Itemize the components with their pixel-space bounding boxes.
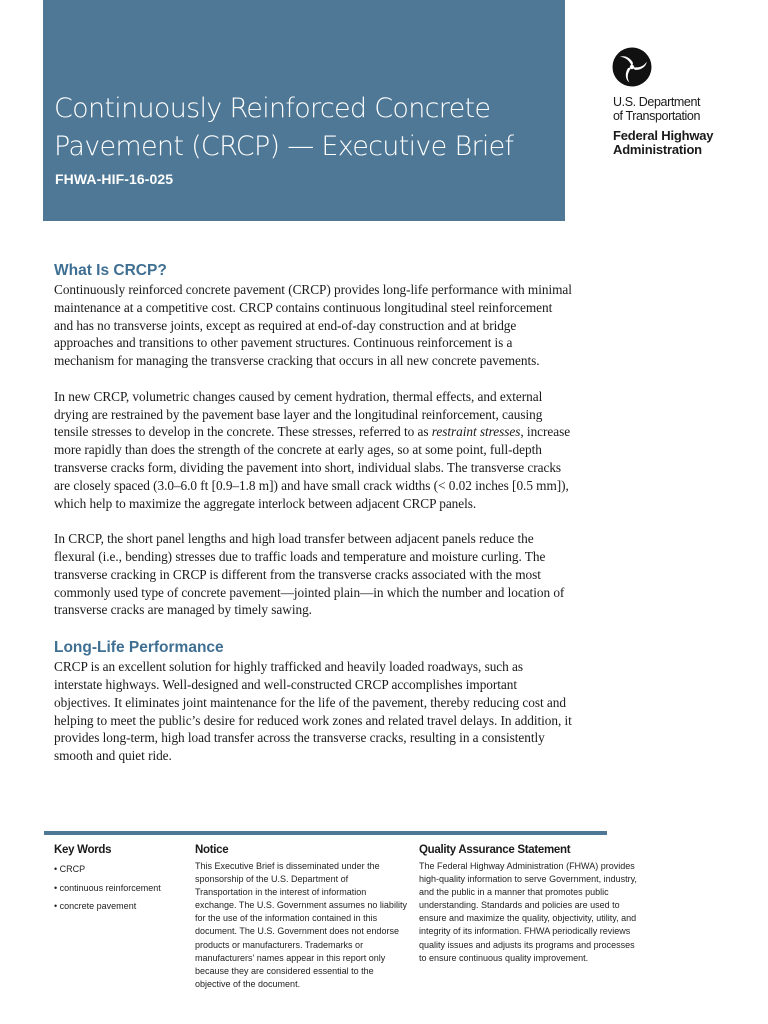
department-line-2: of Transportation <box>613 109 701 123</box>
department-name <box>613 95 763 123</box>
paragraph-crcp-intro: Continuously reinforced concrete pavement (CRCP) provides long-life performance with minimal maintenance at a competitive cost. CRCP contains continuous longitudinal steel reinforcement and has no transverse joints, except as required at end-of-day construction and at bridge approaches and transitions to other pavement structures. Continuous reinforcement is a mechanism for managing the transverse cracking that occurs in all new concrete pavements. <box>54 282 572 369</box>
title-line-1: Continuously Reinforced Concrete <box>54 93 491 124</box>
quality-assurance-text: The Federal Highway Administration (FHWA) provides high-quality information to serve Government, industry, and the public in a manner that promotes public understanding. Standards and policies are used to ensure and maximize the quality, objectivity, utility, and integrity of its information. FHWA periodically reviews quality issues and adjusts its programs and processes to ensure continuous quality improvement. <box>419 861 637 963</box>
page-title <box>54 90 559 166</box>
dot-triskelion-icon <box>612 47 652 87</box>
footer-divider <box>44 831 607 835</box>
section-heading-long-life-performance: Long-Life Performance <box>54 639 224 657</box>
main-content <box>54 260 574 765</box>
key-word-item: • concrete pavement <box>54 901 137 911</box>
quality-assurance-block <box>419 844 639 965</box>
key-word-item: • CRCP <box>54 864 86 874</box>
emphasis-term: restraint stresses <box>431 424 521 440</box>
key-words-heading: Key Words <box>54 844 112 856</box>
paragraph-text: , increase more rapidly than does the strength of the concrete at early ages, so at some point, full-depth transverse cracks form, dividing the pavement into short, individual slabs. The transverse cracks are closely spaced (3.0–6.0 ft [0.9–1.8 m]) and have small crack widths (< 0.02 inches [0.5 mm]), which help to maximize the aggregate interlock between adjacent CRCP panels. <box>54 424 571 511</box>
administration-line-1: Federal Highway <box>613 128 714 143</box>
paragraph-panel-lengths: In CRCP, the short panel lengths and high load transfer between adjacent panels reduce the flexural (i.e., bending) stresses due to traffic loads and temperature and moisture curling. The transverse cracking in CRCP is different from the transverse cracks associated with the most commonly used type of concrete pavement—jointed plain—in which the number and location of transverse cracks are managed by timely sawing. <box>54 531 565 618</box>
paragraph-text: In new CRCP, volumetric changes caused by cement hydration, thermal effects, and external drying are restrained by the pavement base layer and the longitudinal reinforcement, causing tensile stresses to develop in the concrete. These stresses, referred to as <box>54 388 543 440</box>
key-word-item: • continuous reinforcement <box>54 882 161 893</box>
title-banner <box>43 0 565 221</box>
key-words-list <box>54 860 184 916</box>
agency-block <box>613 95 763 157</box>
notice-heading: Notice <box>195 844 229 856</box>
key-words-block <box>54 844 184 916</box>
quality-assurance-heading: Quality Assurance Statement <box>419 844 571 856</box>
section-heading-what-is-crcp: What Is CRCP? <box>54 262 167 279</box>
title-line-2: Pavement (CRCP) — Executive Brief <box>54 131 514 162</box>
notice-text: This Executive Brief is disseminated under the sponsorship of the U.S. Department of Transportation in the interest of information exchange. The U.S. Government assumes no liability for the use of the information contained in this document. The U.S. Government does not endorse products or manufacturers. Trademarks or manufacturers’ names appear in this report only because they are considered essential to the objective of the document. <box>195 861 407 989</box>
notice-block <box>195 844 407 991</box>
document-code: FHWA-HIF-16-025 <box>55 171 174 187</box>
administration-line-2: Administration <box>613 142 702 157</box>
department-line-1: U.S. Department <box>613 95 701 109</box>
paragraph-restraint-stresses <box>54 388 574 513</box>
administration-name <box>613 129 763 157</box>
paragraph-long-life: CRCP is an excellent solution for highly trafficked and heavily loaded roadways, such as interstate highways. Well-designed and well-constructed CRCP accomplishes important objectives. It eliminates joint maintenance for the life of the pavement, thereby reducing cost and helping to meet the public’s desire for reduced work zones and related travel delays. In addition, it provides long-term, high load transfer across the transverse cracks, resulting in a consistently smooth and quiet ride. <box>54 659 572 764</box>
